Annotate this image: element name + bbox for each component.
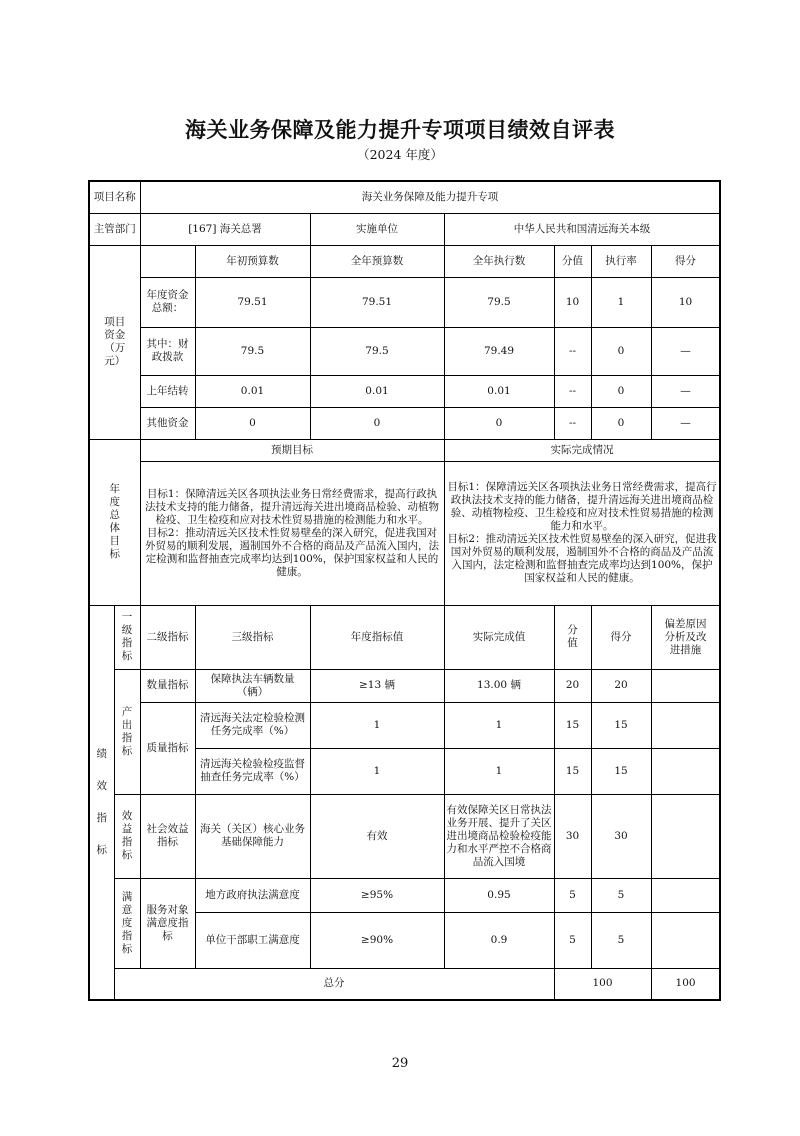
project-name-value: 海关业务保障及能力提升专项 <box>140 181 720 213</box>
perf-deviation <box>651 878 720 912</box>
perf-actual: 13.00 辆 <box>444 669 554 702</box>
document-subtitle: （2024 年度） <box>357 147 443 162</box>
funds-cell: — <box>651 327 720 375</box>
funds-cell: 79.51 <box>195 277 310 327</box>
funds-header-initial: 年初预算数 <box>195 245 310 277</box>
funds-header-executed: 全年执行数 <box>444 245 554 277</box>
funds-label <box>89 245 140 439</box>
perf-weight: 15 <box>554 748 591 794</box>
sub-quantity: 数量指标 <box>140 669 195 702</box>
perf-weight: 5 <box>554 912 591 968</box>
perf-actual: 有效保障关区日常执法业务开展、提升了关区进出境商品检验检疫能力和水平严控不合格商品流入国境 <box>444 794 554 878</box>
funds-header-weight: 分值 <box>554 245 591 277</box>
funds-cell: — <box>651 375 720 407</box>
group-satisfaction-text: 满意度指标 <box>121 890 133 955</box>
funds-cell: 79.51 <box>310 277 444 327</box>
funds-cell: 0 <box>444 407 554 439</box>
total-weight: 100 <box>554 968 651 1000</box>
perf-deviation <box>651 912 720 968</box>
funds-header-rate: 执行率 <box>591 245 651 277</box>
perf-header-score: 得分 <box>591 605 651 669</box>
funds-cell: 0 <box>591 407 651 439</box>
perf-actual: 1 <box>444 748 554 794</box>
goals-label <box>89 439 140 605</box>
performance-evaluation-table <box>88 180 721 1001</box>
funds-cell: 0 <box>195 407 310 439</box>
funds-cell: -- <box>554 327 591 375</box>
perf-level3: 单位干部职工满意度 <box>195 912 310 968</box>
perf-weight: 5 <box>554 878 591 912</box>
funds-cell: 10 <box>554 277 591 327</box>
funds-label-text: 项目资金（万元） <box>104 316 126 367</box>
group-benefit-text: 效益指标 <box>121 810 133 861</box>
funds-cell: 0.01 <box>310 375 444 407</box>
goals-expected-header: 预期目标 <box>140 439 444 461</box>
project-name-label: 项目名称 <box>89 181 140 213</box>
perf-row <box>89 669 720 702</box>
funds-row-label: 年度资金总额： <box>140 277 195 327</box>
funds-cell: 79.5 <box>444 277 554 327</box>
funds-row <box>89 407 720 439</box>
funds-row-label: 其他资金 <box>140 407 195 439</box>
perf-header-target: 年度指标值 <box>310 605 444 669</box>
total-score: 100 <box>651 968 720 1000</box>
dept-label: 主管部门 <box>89 213 140 245</box>
perf-header-level1-text: 一级指标 <box>121 611 133 662</box>
funds-header-blank <box>140 245 195 277</box>
funds-header-score: 得分 <box>651 245 720 277</box>
total-label: 总分 <box>114 968 554 1000</box>
goals-expected-text: 目标1：保障清远关区各项执法业务日常经费需求，提高行政执法技术支持的能力储备，提升清远海关进出境商品检验、动植物检疫、卫生检疫和应对技术性贸易措施的检测能力和水平。 目标2：推动清远关区技术性贸易壁垒的深入研究，促进我国对外贸易的顺利发展，遏制国外不合格的商品及产品流入国内，法定检测和监督抽查完成率均达到100%，保护国家权益和人民的健康。 <box>140 461 444 605</box>
funds-cell: 1 <box>591 277 651 327</box>
perf-header-deviation: 偏差原因分析及改进措施 <box>651 605 720 669</box>
document-title: 海关业务保障及能力提升专项项目绩效自评表 <box>185 118 615 142</box>
perf-level3: 海关（关区）核心业务基础保障能力 <box>195 794 310 878</box>
perf-score: 15 <box>591 748 651 794</box>
goals-actual-text: 目标1：保障清远关区各项执法业务日常经费需求，提高行政执法技术支持的能力储备，提升清远海关进出境商品检验、动植物检疫、卫生检疫和应对技术性贸易措施的检测能力和水平。 目标2：推动清远关区技术性贸易壁垒的深入研究，促进我国对外贸易的顺利发展，遏制国外不合格的商品及产品流入国内，法定检测和监督抽查完成率均达到100%，保护国家权益和人民的健康。 <box>444 461 720 605</box>
funds-cell: 0.01 <box>195 375 310 407</box>
perf-header-actual: 实际完成值 <box>444 605 554 669</box>
perf-actual: 1 <box>444 702 554 748</box>
funds-cell: 0 <box>310 407 444 439</box>
perf-target: ≥90% <box>310 912 444 968</box>
funds-cell: 0 <box>591 375 651 407</box>
perf-target: ≥13 辆 <box>310 669 444 702</box>
perf-header-weight <box>554 605 591 669</box>
perf-deviation <box>651 669 720 702</box>
funds-row <box>89 277 720 327</box>
perf-target: 有效 <box>310 794 444 878</box>
perf-actual: 0.95 <box>444 878 554 912</box>
perf-deviation <box>651 794 720 878</box>
group-satisfaction <box>114 878 140 968</box>
funds-cell: 79.5 <box>310 327 444 375</box>
perf-target: 1 <box>310 702 444 748</box>
sub-quality: 质量指标 <box>140 702 195 794</box>
perf-header-level3: 三级指标 <box>195 605 310 669</box>
funds-row <box>89 327 720 375</box>
sub-social: 社会效益指标 <box>140 794 195 878</box>
perf-level3: 清远海关法定检验检测任务完成率（%） <box>195 702 310 748</box>
performance-label-text: 绩效指标 <box>96 748 107 857</box>
perf-actual: 0.9 <box>444 912 554 968</box>
perf-level3: 清远海关检验检疫监督抽查任务完成率（%） <box>195 748 310 794</box>
perf-row <box>89 794 720 878</box>
perf-weight: 15 <box>554 702 591 748</box>
impl-unit-value: 中华人民共和国清远海关本级 <box>444 213 720 245</box>
funds-cell: 0 <box>591 327 651 375</box>
funds-header-annual: 全年预算数 <box>310 245 444 277</box>
funds-cell: 0.01 <box>444 375 554 407</box>
perf-level3: 保障执法车辆数量（辆） <box>195 669 310 702</box>
perf-score: 5 <box>591 912 651 968</box>
funds-row-label: 上年结转 <box>140 375 195 407</box>
dept-value: [167] 海关总署 <box>140 213 310 245</box>
funds-cell: -- <box>554 375 591 407</box>
perf-deviation <box>651 748 720 794</box>
perf-header-weight-text: 分值 <box>567 624 578 649</box>
perf-row <box>89 702 720 748</box>
perf-score: 15 <box>591 702 651 748</box>
funds-cell: — <box>651 407 720 439</box>
performance-label <box>89 605 114 1000</box>
perf-deviation <box>651 702 720 748</box>
perf-target: 1 <box>310 748 444 794</box>
funds-cell: -- <box>554 407 591 439</box>
funds-cell: 79.5 <box>195 327 310 375</box>
goals-actual-header: 实际完成情况 <box>444 439 720 461</box>
perf-header-level2: 二级指标 <box>140 605 195 669</box>
perf-row <box>89 878 720 912</box>
sub-service: 服务对象满意度指标 <box>140 878 195 968</box>
goals-label-text: 年度总体目标 <box>109 483 120 560</box>
funds-cell: 79.49 <box>444 327 554 375</box>
perf-weight: 20 <box>554 669 591 702</box>
funds-row-label: 其中：财政拨款 <box>140 327 195 375</box>
perf-score: 20 <box>591 669 651 702</box>
group-output-text: 产出指标 <box>121 705 133 757</box>
perf-target: ≥95% <box>310 878 444 912</box>
perf-score: 30 <box>591 794 651 878</box>
group-output <box>114 669 140 794</box>
perf-header-level1 <box>114 605 140 669</box>
group-benefit <box>114 794 140 878</box>
funds-row <box>89 375 720 407</box>
perf-level3: 地方政府执法满意度 <box>195 878 310 912</box>
funds-cell: 10 <box>651 277 720 327</box>
impl-unit-label: 实施单位 <box>310 213 444 245</box>
perf-weight: 30 <box>554 794 591 878</box>
perf-score: 5 <box>591 878 651 912</box>
page-number: 29 <box>391 1056 409 1071</box>
